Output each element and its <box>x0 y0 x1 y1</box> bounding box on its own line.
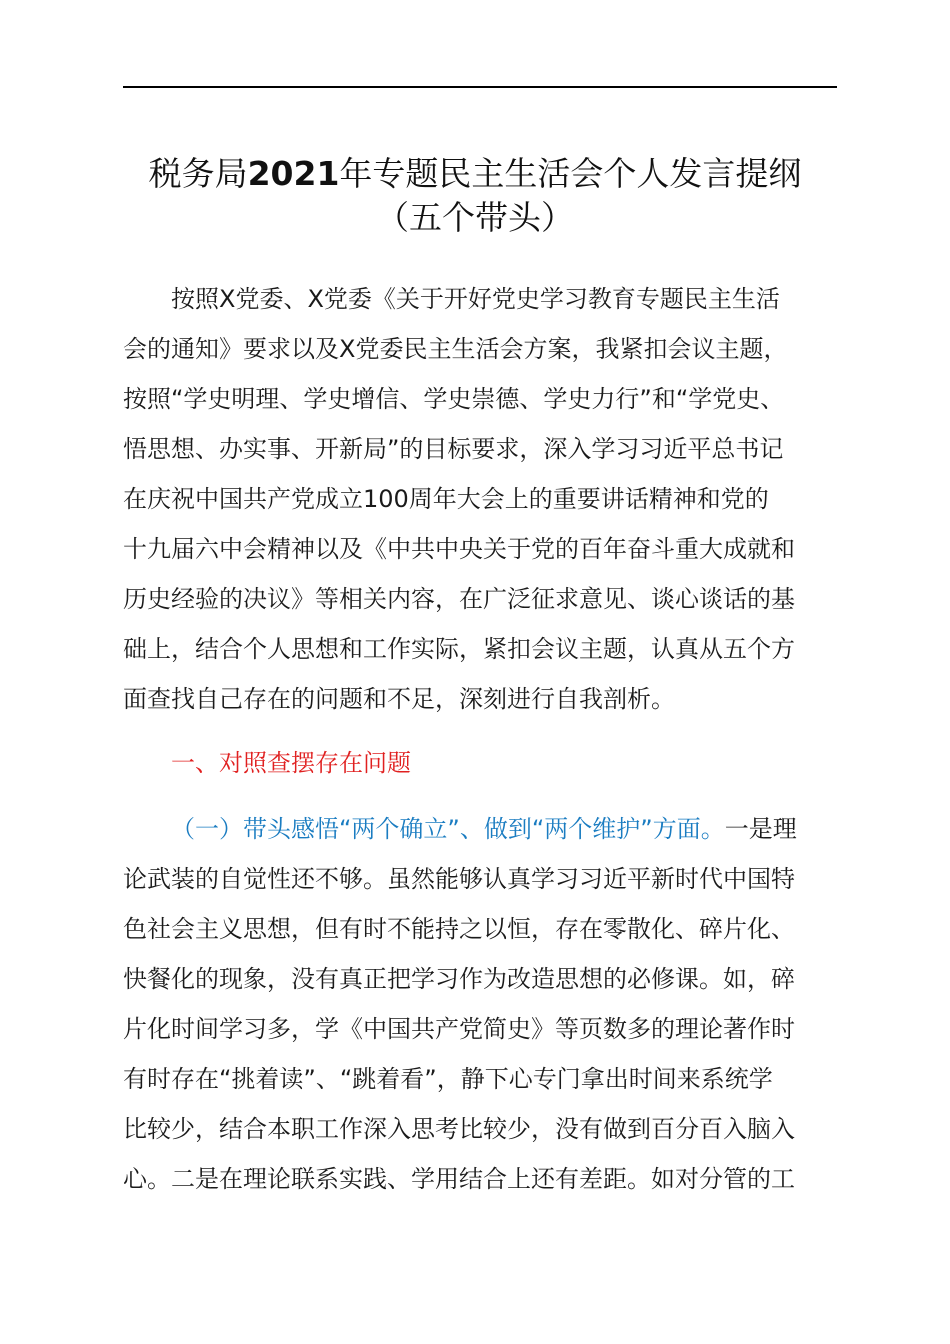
subsection-line: 比较少，结合本职工作深入思考比较少，没有做到百分百入脑入 <box>123 1115 795 1143</box>
subsection-line: 论武装的自觉性还不够。虽然能够认真学习习近平新时代中国特 <box>123 865 795 893</box>
subsection-first-line-rest: 一是理 <box>724 815 797 843</box>
header-rule <box>123 86 837 88</box>
title-suffix: 年专题民主生活会个人发言提纲 <box>339 154 802 193</box>
title-prefix: 税务局 <box>148 154 248 193</box>
intro-line: 按照“学史明理、学史增信、学史崇德、学史力行”和“学党史、 <box>123 385 785 413</box>
subsection-line: 色社会主义思想，但有时不能持之以恒，存在零散化、碎片化、 <box>123 915 795 943</box>
intro-paragraph <box>123 274 837 724</box>
intro-line: 会的通知》要求以及X党委民主生活会方案，我紧扣会议主题， <box>123 335 788 363</box>
document-subtitle: （五个带头） <box>376 198 574 237</box>
subsection-heading: （一）带头感悟“两个确立”、做到“两个维护”方面。 <box>171 815 725 843</box>
subsection-line: 有时存在“挑着读”、“跳着看”，静下心专门拿出时间来系统学 <box>123 1065 773 1093</box>
section-heading: 一、对照查摆存在问题 <box>171 749 411 777</box>
intro-line: 悟思想、办实事、开新局”的目标要求，深入学习习近平总书记 <box>123 435 784 463</box>
intro-line: 础上，结合个人思想和工作实际，紧扣会议主题，认真从五个方 <box>123 635 795 663</box>
title-year: 2021 <box>247 154 340 193</box>
subsection-line: 快餐化的现象，没有真正把学习作为改造思想的必修课。如，碎 <box>123 965 795 993</box>
subsection-line: 片化时间学习多，学《中国共产党简史》等页数多的理论著作时 <box>123 1015 795 1043</box>
subsection-first-line <box>123 804 837 854</box>
document-title <box>100 152 850 196</box>
subsection-paragraph <box>123 804 837 1204</box>
intro-line: 十九届六中会精神以及《中共中央关于党的百年奋斗重大成就和 <box>123 535 795 563</box>
intro-line: 在庆祝中国共产党成立100周年大会上的重要讲话精神和党的 <box>123 485 769 513</box>
intro-line: 面查找自己存在的问题和不足，深刻进行自我剖析。 <box>123 685 675 713</box>
subsection-line: 心。二是在理论联系实践、学用结合上还有差距。如对分管的工 <box>123 1165 795 1193</box>
intro-line: 按照X党委、X党委《关于开好党史学习教育专题民主生活 <box>171 285 780 313</box>
intro-line: 历史经验的决议》等相关内容，在广泛征求意见、谈心谈话的基 <box>123 585 795 613</box>
